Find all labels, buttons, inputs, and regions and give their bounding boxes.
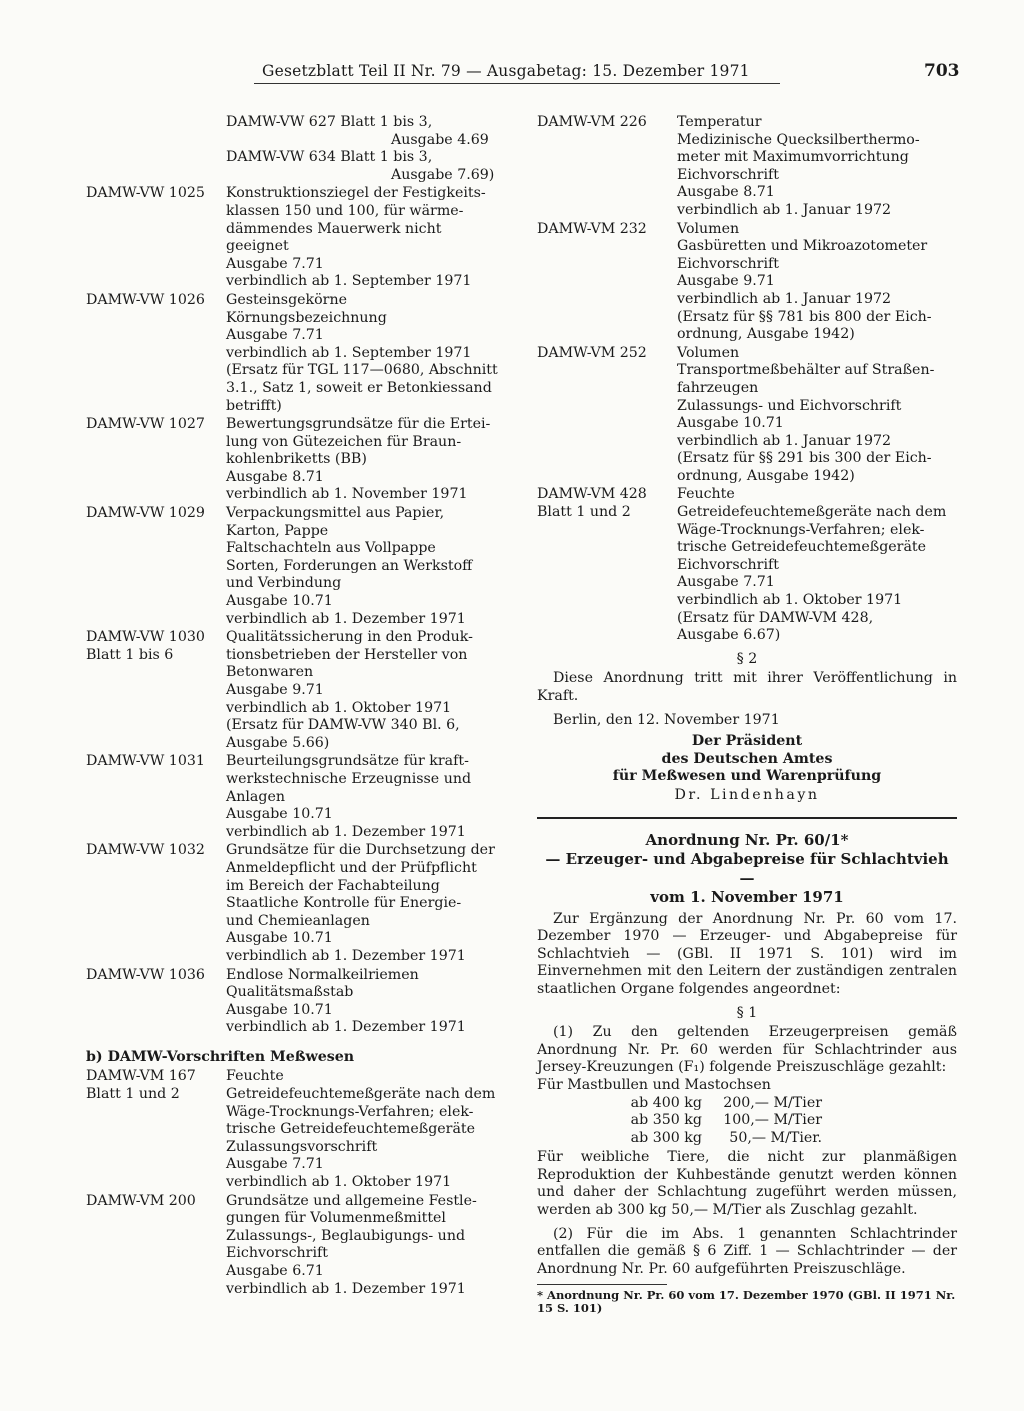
standard-description bbox=[677, 345, 957, 486]
price-weight: ab 300 kg bbox=[630, 1129, 702, 1146]
signature-block bbox=[537, 733, 957, 786]
replaced-standard-line: Ausgabe 7.69) bbox=[391, 166, 495, 183]
standard-entry bbox=[86, 1193, 506, 1299]
description-line: Gasbüretten und Mikroazotometer bbox=[677, 238, 928, 255]
left-column bbox=[86, 114, 506, 1299]
description-line: meter mit Maximumvorrichtung bbox=[677, 149, 909, 166]
description-line: und Verbindung bbox=[226, 575, 342, 592]
description-line: dämmendes Mauerwerk nicht bbox=[226, 220, 442, 237]
description-line: trische Getreidefeuchtemeßgeräte bbox=[677, 539, 927, 556]
standard-entry bbox=[537, 114, 957, 220]
standard-entry bbox=[86, 753, 506, 841]
description-line: und Chemieanlagen bbox=[226, 912, 370, 929]
description-line: Ausgabe 10.71 bbox=[226, 806, 333, 823]
description-line: Wäge-Trocknungs-Verfahren; elek- bbox=[226, 1103, 474, 1120]
standard-description bbox=[226, 1068, 506, 1191]
paragraph-1-abs-2: (2) Für die im Abs. 1 genannten Schlachtrinder entfallen die gemäß § 6 Ziff. 1 — Schlachtrinder — der Anordnung Nr. Pr. 60 aufgeführten Preiszuschläge. bbox=[537, 1225, 957, 1277]
standard-description bbox=[226, 416, 506, 504]
description-line: ordnung, Ausgabe 1942) bbox=[677, 326, 855, 343]
signature-line: des Deutschen Amtes bbox=[661, 750, 833, 767]
price-amount: 50,— M/Tier. bbox=[729, 1129, 822, 1146]
description-line: Ausgabe 5.66) bbox=[226, 734, 330, 751]
description-line: verbindlich ab 1. Januar 1972 bbox=[677, 201, 892, 218]
paragraph-1-text: (1) Zu den geltenden Erzeugerpreisen gemäß Anordnung Nr. Pr. 60 werden für Schlachtrinder aus Jersey-Kreuzungen (F₁) folgende Preiszuschläge gezahlt: bbox=[537, 1024, 957, 1076]
description-line: (Ersatz für §§ 291 bis 300 der Eich- bbox=[677, 450, 932, 467]
standard-entry bbox=[537, 221, 957, 344]
description-line: werkstechnische Erzeugnisse und bbox=[226, 770, 472, 787]
standard-entry bbox=[86, 629, 506, 752]
description-line: Ausgabe 10.71 bbox=[226, 1001, 333, 1018]
description-line: Ausgabe 7.71 bbox=[677, 574, 775, 591]
description-line: verbindlich ab 1. September 1971 bbox=[226, 273, 472, 290]
description-line: Ausgabe 9.71 bbox=[226, 682, 324, 698]
description-line: Betonwaren bbox=[226, 664, 314, 681]
standard-code: DAMW-VM 167 Blatt 1 und 2 bbox=[86, 1068, 196, 1103]
price-amount: 100,— M/Tier bbox=[723, 1112, 822, 1129]
description-line: trische Getreidefeuchtemeßgeräte bbox=[226, 1121, 476, 1138]
standard-code: DAMW-VW 1036 bbox=[86, 966, 205, 983]
standard-entry bbox=[537, 345, 957, 486]
signature-line: für Meßwesen und Warenprüfung bbox=[612, 768, 882, 785]
ordinance-title-line: — Erzeuger- und Abgabepreise für Schlachtvieh — bbox=[545, 849, 949, 887]
description-line: Endlose Normalkeilriemen bbox=[226, 966, 419, 983]
description-line: verbindlich ab 1. Januar 1972 bbox=[677, 290, 892, 307]
description-line: 3.1., Satz 1, soweit er Betonkiessand bbox=[226, 379, 492, 396]
description-line: verbindlich ab 1. Januar 1972 bbox=[677, 432, 892, 449]
description-line: Zulassungs-, Beglaubigungs- und bbox=[226, 1227, 466, 1244]
header-rule bbox=[254, 83, 780, 84]
description-line: Ausgabe 10.71 bbox=[226, 593, 333, 610]
standard-code: DAMW-VM 428 Blatt 1 und 2 bbox=[537, 486, 647, 521]
standard-description bbox=[677, 486, 957, 644]
price-weight: ab 400 kg bbox=[630, 1094, 702, 1111]
description-line: Ausgabe 7.71 bbox=[226, 1156, 324, 1173]
description-line: verbindlich ab 1. Dezember 1971 bbox=[226, 1280, 466, 1297]
description-line: verbindlich ab 1. Dezember 1971 bbox=[226, 1019, 466, 1036]
description-line: Ausgabe 7.71 bbox=[226, 255, 324, 272]
description-line: Medizinische Quecksilberthermo- bbox=[677, 131, 920, 148]
description-line: Ausgabe 9.71 bbox=[677, 273, 775, 290]
footnote-rule bbox=[537, 1284, 667, 1285]
price-row bbox=[537, 1095, 957, 1113]
vw-entries bbox=[86, 185, 506, 1037]
description-line: Gesteinsgekörne bbox=[226, 291, 347, 308]
description-line: Volumen bbox=[677, 344, 740, 361]
signature-line: Der Präsident bbox=[691, 733, 803, 750]
replaced-standards-list bbox=[86, 114, 506, 184]
description-line: Zulassungsvorschrift bbox=[226, 1138, 378, 1155]
description-line: ordnung, Ausgabe 1942) bbox=[677, 467, 855, 484]
standard-code: DAMW-VW 1032 bbox=[86, 842, 205, 859]
description-line: (Ersatz für TGL 117—0680, Abschnitt bbox=[226, 362, 498, 379]
price-weight: ab 350 kg bbox=[630, 1112, 702, 1129]
description-line: Anlagen bbox=[226, 788, 285, 805]
description-line: Grundsätze für die Durchsetzung der bbox=[226, 842, 495, 859]
description-line: (Ersatz für DAMW-VM 428, bbox=[677, 609, 874, 626]
replaced-standard-line: DAMW-VW 634 Blatt 1 bis 3, bbox=[226, 149, 433, 166]
paragraph-2-sign: § 2 bbox=[736, 650, 758, 667]
description-line: betrifft) bbox=[226, 397, 282, 414]
description-line: Beurteilungsgrundsätze für kraft- bbox=[226, 753, 469, 770]
standard-description bbox=[226, 1193, 506, 1299]
right-column bbox=[537, 114, 957, 1315]
description-line: Grundsätze und allgemeine Festle- bbox=[226, 1192, 477, 1209]
vm-entries-right bbox=[537, 114, 957, 645]
description-line: Eichvorschrift bbox=[677, 255, 779, 272]
description-line: Ausgabe 8.71 bbox=[677, 184, 775, 201]
description-line: Sorten, Forderungen an Werkstoff bbox=[226, 557, 473, 574]
price-row bbox=[537, 1112, 957, 1130]
description-line: fahrzeugen bbox=[677, 379, 759, 396]
standard-description bbox=[226, 967, 506, 1037]
description-line: verbindlich ab 1. Oktober 1971 bbox=[226, 1174, 452, 1191]
description-line: Ausgabe 10.71 bbox=[677, 415, 784, 432]
separator-rule bbox=[537, 817, 957, 819]
standard-code: DAMW-VW 1030 Blatt 1 bis 6 bbox=[86, 629, 205, 663]
description-line: (Ersatz für DAMW-VW 340 Bl. 6, bbox=[226, 717, 460, 734]
description-line: gungen für Volumenmeßmittel bbox=[226, 1210, 446, 1227]
header-title: Gesetzblatt Teil II Nr. 79 — Ausgabetag: 15. Dezember 1971 bbox=[262, 62, 750, 80]
page-header bbox=[0, 58, 1024, 88]
standard-entry bbox=[86, 505, 506, 628]
description-line: geeignet bbox=[226, 238, 289, 255]
description-line: Eichvorschrift bbox=[677, 556, 779, 573]
description-line: verbindlich ab 1. Oktober 1971 bbox=[226, 699, 452, 716]
signer-name: Dr. Lindenhayn bbox=[674, 786, 820, 803]
price-row-spacer bbox=[537, 1095, 612, 1113]
page-number: 703 bbox=[924, 61, 960, 81]
description-line: Eichvorschrift bbox=[226, 1245, 328, 1262]
description-line: Anmeldepflicht und der Prüfpflicht bbox=[226, 859, 477, 876]
standard-description bbox=[677, 114, 957, 220]
description-line: Feuchte bbox=[677, 486, 735, 503]
description-line: kohlenbriketts (BB) bbox=[226, 451, 367, 468]
description-line: Eichvorschrift bbox=[677, 166, 779, 183]
description-line: Ausgabe 10.71 bbox=[226, 930, 333, 947]
vm-entries-left bbox=[86, 1068, 506, 1298]
ordinance-intro: Zur Ergänzung der Anordnung Nr. Pr. 60 vom 17. Dezember 1970 — Erzeuger- und Abgabepreise für Schlachtvieh — (GBl. II 1971 S. 101) wird im Einvernehmen mit den Leitern der zuständigen zentralen staatlichen Organe folgendes angeordnet: bbox=[537, 910, 957, 997]
ordinance-title bbox=[537, 831, 957, 907]
description-line: Qualitätssicherung in den Produk- bbox=[226, 629, 473, 646]
price-table bbox=[537, 1095, 957, 1148]
description-line: Körnungsbezeichnung bbox=[226, 309, 387, 326]
price-row-spacer bbox=[537, 1112, 612, 1130]
paragraph-2-text: Diese Anordnung tritt mit ihrer Veröffentlichung in Kraft. bbox=[537, 670, 957, 704]
description-line: Qualitätsmaßstab bbox=[226, 984, 354, 1001]
description-line: Konstruktionsziegel der Festigkeits- bbox=[226, 185, 486, 202]
description-line: Ausgabe 6.71 bbox=[226, 1263, 324, 1279]
replaced-standard-line: DAMW-VW 627 Blatt 1 bis 3, bbox=[226, 114, 433, 130]
description-line: Ausgabe 8.71 bbox=[226, 468, 324, 485]
standard-code: DAMW-VW 1027 bbox=[86, 416, 205, 433]
standard-entry bbox=[86, 1068, 506, 1191]
paragraph-1-sign: § 1 bbox=[736, 1004, 758, 1021]
section-b-heading: b) DAMW-Vorschriften Meßwesen bbox=[86, 1048, 355, 1065]
ordinance-title-line: Anordnung Nr. Pr. 60/1* bbox=[645, 830, 849, 849]
price-row bbox=[537, 1130, 957, 1148]
description-line: Volumen bbox=[677, 220, 740, 237]
description-line: verbindlich ab 1. Oktober 1971 bbox=[677, 592, 903, 609]
description-line: Temperatur bbox=[677, 114, 762, 130]
standard-code: DAMW-VM 232 bbox=[537, 220, 647, 237]
price-row-spacer bbox=[537, 1130, 612, 1148]
standard-code: DAMW-VM 252 bbox=[537, 344, 647, 361]
replaced-standard-line: Ausgabe 4.69 bbox=[391, 131, 489, 148]
description-line: Verpackungsmittel aus Papier, bbox=[226, 505, 445, 522]
standard-code: DAMW-VW 1031 bbox=[86, 753, 205, 770]
description-line: Getreidefeuchtemeßgeräte nach dem bbox=[677, 504, 947, 521]
description-line: Wäge-Trocknungs-Verfahren; elek- bbox=[677, 521, 925, 538]
description-line: verbindlich ab 1. September 1971 bbox=[226, 344, 472, 361]
standard-entry bbox=[86, 292, 506, 415]
description-line: Bewertungsgrundsätze für die Ertei- bbox=[226, 416, 491, 433]
standard-entry bbox=[537, 486, 957, 644]
standard-code: DAMW-VW 1026 bbox=[86, 291, 205, 308]
price-list-label: Für Mastbullen und Mastochsen bbox=[537, 1076, 771, 1093]
description-line: Zulassungs- und Eichvorschrift bbox=[677, 397, 902, 414]
female-animals-text: Für weibliche Tiere, die nicht zur planmäßigen Reproduktion der Kuhbestände genutzt werden können und daher der Schlachtung zugeführt werden müssen, werden ab 300 kg 50,— M/Tier als Zuschlag gezahlt. bbox=[537, 1149, 957, 1219]
standard-code: DAMW-VW 1029 bbox=[86, 505, 205, 522]
standard-code: DAMW-VM 200 bbox=[86, 1192, 196, 1209]
description-line: verbindlich ab 1. Dezember 1971 bbox=[226, 610, 466, 627]
standard-entry bbox=[86, 842, 506, 965]
description-line: Getreidefeuchtemeßgeräte nach dem bbox=[226, 1086, 496, 1103]
standard-description bbox=[226, 505, 506, 628]
standard-entry bbox=[86, 185, 506, 291]
description-line: verbindlich ab 1. November 1971 bbox=[226, 486, 468, 503]
description-line: tionsbetrieben der Hersteller von bbox=[226, 646, 468, 663]
standard-description bbox=[226, 292, 506, 415]
standard-entry bbox=[86, 416, 506, 504]
standard-description bbox=[677, 221, 957, 344]
description-line: Feuchte bbox=[226, 1068, 284, 1085]
description-line: Staatliche Kontrolle für Energie- bbox=[226, 895, 462, 912]
description-line: Faltschachteln aus Vollpappe bbox=[226, 540, 436, 557]
description-line: Ausgabe 6.67) bbox=[677, 627, 781, 644]
standard-description bbox=[226, 842, 506, 965]
standard-description bbox=[226, 185, 506, 291]
description-line: lung von Gütezeichen für Braun- bbox=[226, 433, 462, 450]
description-line: Karton, Pappe bbox=[226, 522, 329, 539]
price-amount: 200,— M/Tier bbox=[723, 1094, 822, 1111]
description-line: verbindlich ab 1. Dezember 1971 bbox=[226, 947, 466, 964]
description-line: im Bereich der Fachabteilung bbox=[226, 877, 440, 894]
standard-entry bbox=[86, 967, 506, 1037]
description-line: Ausgabe 7.71 bbox=[226, 327, 324, 344]
description-line: Transportmeßbehälter auf Straßen- bbox=[677, 362, 935, 379]
standard-code: DAMW-VW 1025 bbox=[86, 185, 205, 202]
footnote: * Anordnung Nr. Pr. 60 vom 17. Dezember 1970 (GBl. II 1971 Nr. 15 S. 101) bbox=[537, 1288, 956, 1316]
standard-code: DAMW-VM 226 bbox=[537, 114, 647, 130]
ordinance-title-line: vom 1. November 1971 bbox=[650, 887, 844, 906]
description-line: (Ersatz für §§ 781 bis 800 der Eich- bbox=[677, 308, 932, 325]
description-line: klassen 150 und 100, für wärme- bbox=[226, 202, 464, 219]
standard-description bbox=[226, 753, 506, 841]
standard-description bbox=[226, 629, 506, 752]
description-line: verbindlich ab 1. Dezember 1971 bbox=[226, 823, 466, 840]
place-date: Berlin, den 12. November 1971 bbox=[553, 711, 780, 728]
